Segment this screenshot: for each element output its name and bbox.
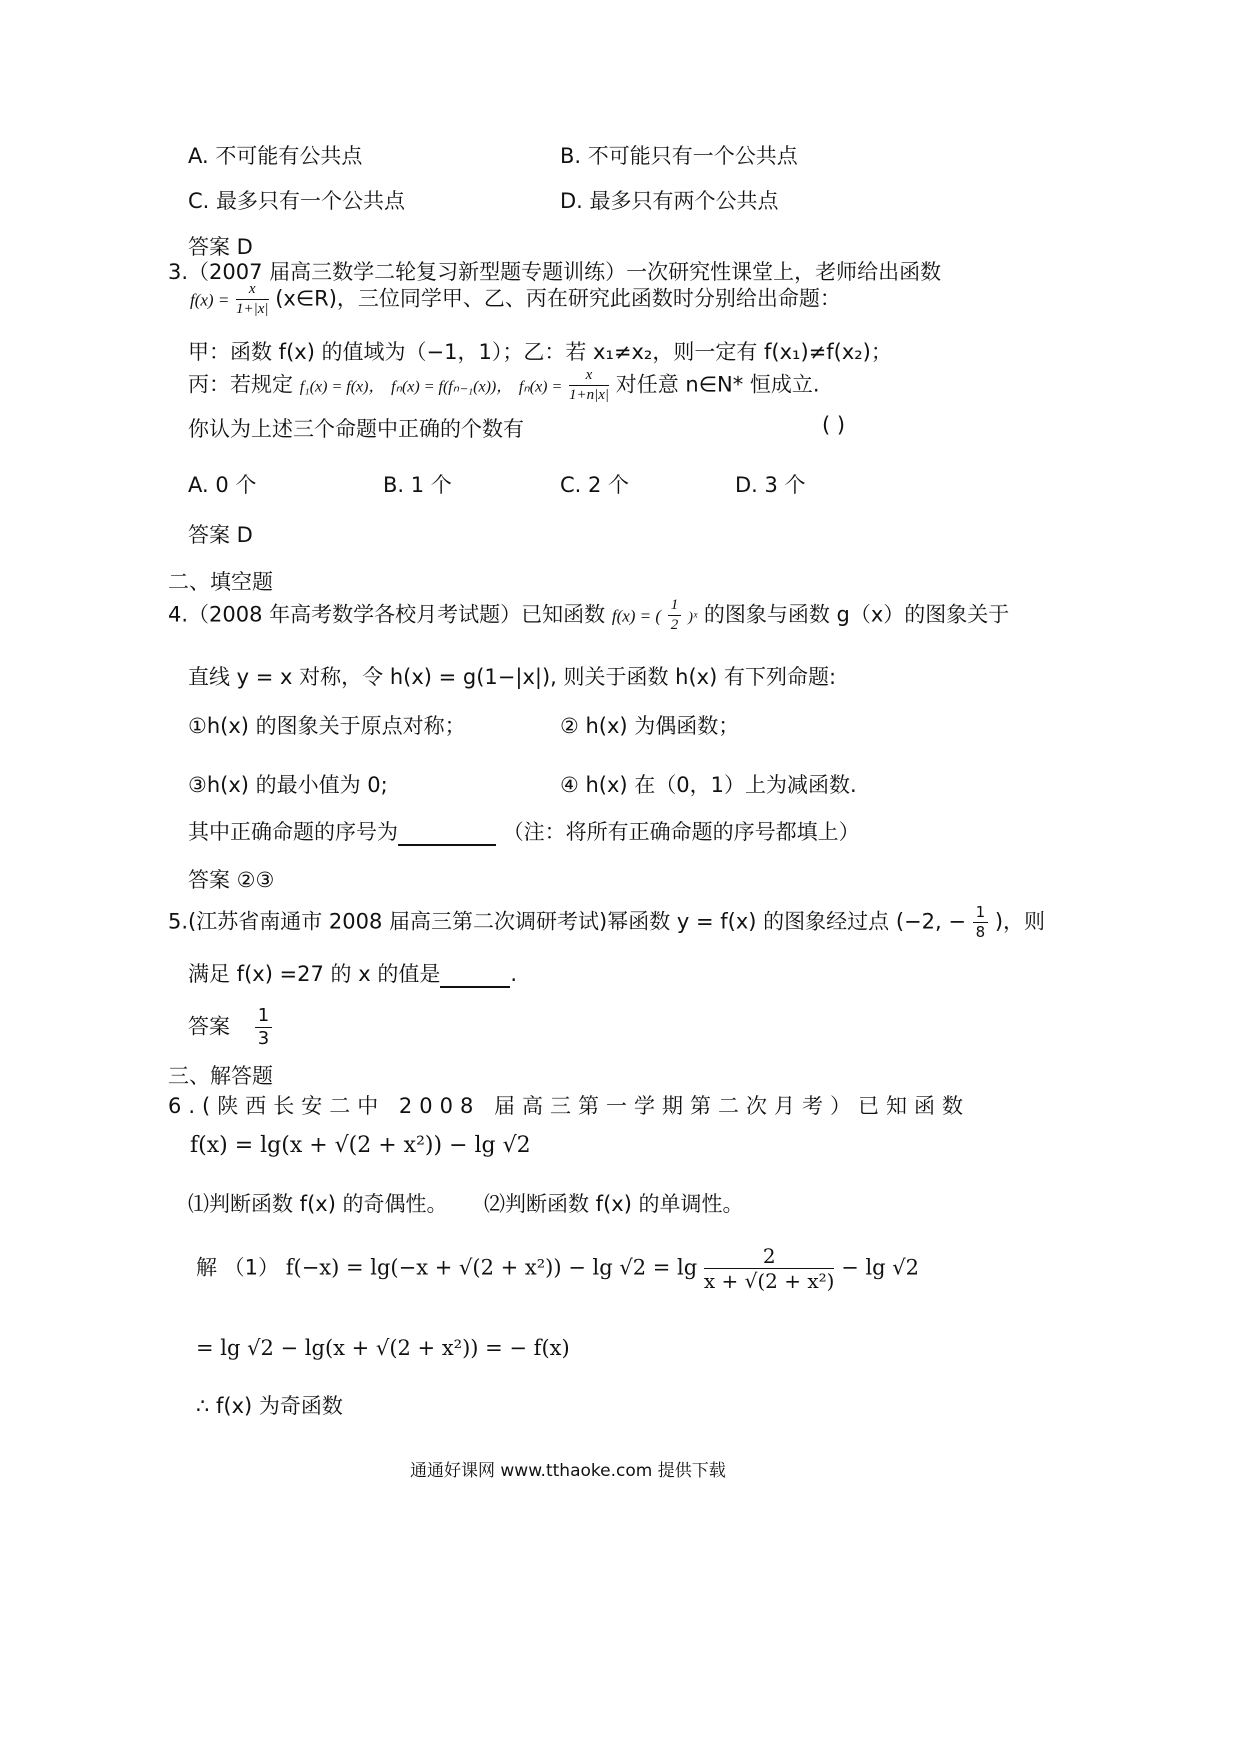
q6-function: f(x) = lg(x + √(2 + x²)) − lg √2 (190, 1133, 531, 1158)
q4-proposition-2: ② h(x) 为偶函数； (560, 714, 740, 738)
q5-point-denominator: 8 (975, 923, 986, 941)
q4-func-numerator: 1 (668, 598, 682, 616)
q3-option-a: A. 0 个 (188, 473, 257, 497)
q3-option-c: C. 2 个 (560, 473, 630, 497)
q3-option-d: D. 3 个 (735, 473, 806, 497)
q5-line2 (188, 958, 517, 988)
q3-func-fraction (236, 282, 269, 317)
q3-func-lhs: f(x) = (190, 290, 230, 310)
q4-line1 (168, 598, 1009, 633)
q6-solution-numerator: 2 (704, 1246, 835, 1269)
q5-line2-text: 满足 f(x) =27 的 x 的值是 (188, 962, 441, 986)
q5-point-numerator: 1 (973, 905, 989, 923)
q3-bing-fn2: fₙ(x) = (518, 378, 563, 396)
q3-func-denominator: 1+|x| (236, 301, 269, 317)
q3-bing-fraction (569, 368, 609, 403)
q4-prompt-note: （注：将所有正确命题的序号都填上） (502, 820, 860, 844)
q2-option-c: C. 最多只有一个公共点 (188, 189, 406, 213)
q6-solution-line3: ∴ f(x) 为奇函数 (196, 1394, 343, 1418)
q6-solution-label: 解 （1） (196, 1255, 280, 1280)
q3-bing-denominator: 1+n|x| (568, 387, 610, 403)
section-answer-heading: 三、解答题 (168, 1064, 273, 1088)
q4-func-fraction (668, 598, 682, 633)
q4-answer: 答案 ②③ (188, 868, 275, 892)
q3-function-line (190, 282, 841, 317)
q6-solution-fraction (704, 1246, 835, 1291)
q4-line1-intro: 4.（2008 年高考数学各校月考试题）已知函数 (168, 602, 606, 627)
q4-prompt-text: 其中正确命题的序号为 (188, 820, 398, 844)
page-footer: 通通好课网 www.tthaoke.com 提供下载 (410, 1461, 726, 1481)
q4-func-exponent: )ˣ (687, 609, 698, 626)
q3-answer: 答案 D (188, 523, 253, 547)
q6-subquestion-1: ⑴判断函数 f(x) 的奇偶性。 (188, 1192, 448, 1216)
q3-option-b: B. 1 个 (383, 473, 452, 497)
q3-func-numerator: x (236, 282, 269, 300)
q5-answer-blank (440, 964, 510, 988)
q5-answer-denominator: 3 (257, 1028, 270, 1049)
q4-line1-tail: 的图象与函数 g（x）的图象关于 (703, 602, 1010, 627)
q5-answer-label: 答案 (188, 1014, 230, 1039)
section-fill-in-heading: 二、填空题 (168, 570, 273, 594)
q3-bing-tail: 对任意 n∈N* 恒成立. (615, 372, 820, 397)
q5-answer (188, 1007, 272, 1048)
q3-func-tail: (x∈R)，三位同学甲、乙、丙在研究此函数时分别给出命题： (275, 286, 841, 311)
q4-func-denominator: 2 (670, 617, 679, 633)
q2-answer: 答案 D (188, 235, 253, 259)
q5-line1-text: 5.(江苏省南通市 2008 届高三第二次调研考试)幂函数 y = f(x) 的图象经过点 (−2, − (168, 909, 966, 934)
q4-proposition-3: ③h(x) 的最小值为 0; (188, 773, 388, 797)
q3-bing-f1: f₁(x) = f(x)， (299, 378, 385, 396)
q5-answer-fraction (255, 1007, 272, 1048)
q2-option-b: B. 不可能只有一个公共点 (560, 144, 798, 168)
q4-answer-blank (398, 822, 496, 846)
q4-prompt (188, 816, 860, 846)
q6-solution-line1 (196, 1246, 919, 1291)
q4-proposition-1: ①h(x) 的图象关于原点对称； (188, 714, 466, 738)
q3-question: 你认为上述三个命题中正确的个数有 (188, 417, 524, 441)
q3-bing-numerator: x (569, 368, 609, 386)
q5-line1-tail: )，则 (994, 909, 1046, 934)
q3-bing-label: 丙：若规定 (188, 372, 293, 397)
q6-subquestion-2: ⑵判断函数 f(x) 的单调性。 (484, 1192, 744, 1216)
q6-solution-expr: f(−x) = lg(−x + √(2 + x²)) − lg √2 = lg (285, 1255, 698, 1280)
q6-solution-line2: = lg √2 − lg(x + √(2 + x²)) = − f(x) (196, 1336, 570, 1360)
q5-line2-period: . (510, 962, 518, 986)
q6-solution-denominator: x + √(2 + x²) (703, 1269, 835, 1293)
q3-stem: 3.（2007 届高三数学二轮复习新型题专题训练）一次研究性课堂上，老师给出函数 (168, 260, 942, 284)
q3-bing-line (188, 368, 820, 403)
q3-bing-fn: fₙ(x) = f(fₙ₋₁(x))， (391, 378, 513, 396)
q3-answer-paren: ( ) (822, 413, 846, 437)
q5-answer-numerator: 1 (255, 1007, 272, 1028)
q3-jia-yi: 甲：函数 f(x) 的值域为（−1，1）；乙：若 x₁≠x₂，则一定有 f(x₁)≠f(x₂)； (188, 340, 892, 364)
q2-option-d: D. 最多只有两个公共点 (560, 189, 779, 213)
q5-point-fraction (973, 905, 989, 940)
q4-line2: 直线 y = x 对称，令 h(x) = g(1−|x|), 则关于函数 h(x) 有下列命题: (188, 665, 837, 689)
q4-proposition-4: ④ h(x) 在（0，1）上为减函数. (560, 773, 857, 797)
q4-func-lhs: f(x) = ( (611, 606, 662, 626)
q6-solution-tail: − lg √2 (841, 1255, 920, 1280)
q6-stem: 6.(陕西长安二中 2008 届高三第一学期第二次月考）已知函数 (168, 1094, 971, 1118)
q2-option-a: A. 不可能有公共点 (188, 144, 363, 168)
q5-line1 (168, 905, 1045, 940)
